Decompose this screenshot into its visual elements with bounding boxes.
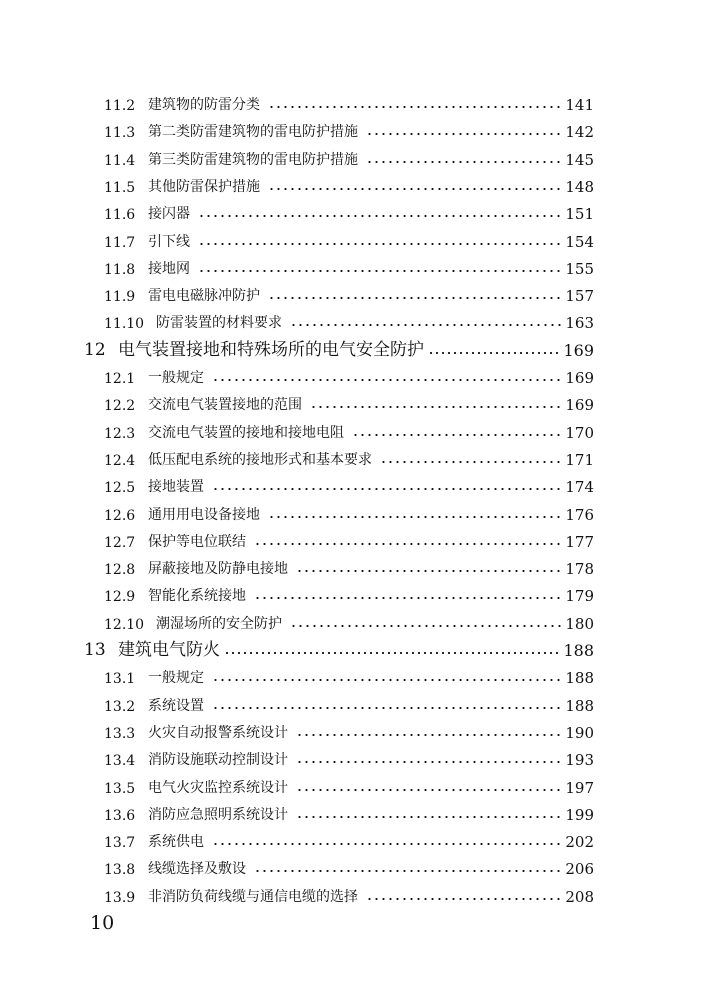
toc-entry-page: 169 bbox=[563, 341, 594, 360]
toc-section-entry[interactable] bbox=[104, 252, 594, 278]
toc-dot-leader bbox=[212, 706, 561, 710]
toc-section-entry[interactable] bbox=[104, 579, 594, 605]
toc-section-entry[interactable] bbox=[104, 279, 594, 305]
toc-entry-title: 线缆选择及敷设 bbox=[148, 861, 246, 877]
toc-entry-title: 引下线 bbox=[148, 234, 190, 250]
toc-section-entry[interactable] bbox=[104, 743, 594, 769]
toc-entry-title: 电气火灾监控系统设计 bbox=[148, 780, 288, 796]
toc-entry-page: 188 bbox=[565, 669, 594, 687]
toc-entry-number: 12.10 bbox=[104, 617, 145, 633]
toc-entry-number: 12.8 bbox=[104, 562, 136, 578]
toc-section-entry[interactable] bbox=[104, 552, 594, 578]
toc-dot-leader bbox=[310, 405, 561, 409]
toc-section-entry[interactable] bbox=[104, 852, 594, 878]
toc-entry-number: 11.2 bbox=[104, 98, 136, 114]
toc-entry-title: 系统设置 bbox=[148, 698, 204, 714]
toc-dot-leader bbox=[296, 733, 561, 737]
toc-entry-page: 148 bbox=[565, 178, 594, 196]
toc-entry-title: 屏蔽接地及防静电接地 bbox=[148, 561, 288, 577]
toc-entry-number: 13.5 bbox=[104, 781, 136, 797]
toc-entry-page: 169 bbox=[565, 369, 594, 387]
toc-entry-title: 保护等电位联结 bbox=[148, 534, 246, 550]
toc-dot-leader bbox=[212, 487, 561, 491]
toc-dot-leader bbox=[212, 842, 561, 846]
toc-entry-title: 防雷装置的材料要求 bbox=[156, 315, 282, 331]
toc-entry-page: 202 bbox=[565, 833, 594, 851]
toc-section-entry[interactable] bbox=[104, 416, 594, 442]
toc-entry-title: 潮湿场所的安全防护 bbox=[156, 616, 282, 632]
toc-entry-number: 11.3 bbox=[104, 125, 136, 141]
toc-entry-page: 169 bbox=[565, 396, 594, 414]
toc-entry-title: 建筑物的防雷分类 bbox=[148, 97, 260, 113]
toc-section-entry[interactable] bbox=[104, 306, 594, 332]
toc-entry-number: 13.8 bbox=[104, 862, 136, 878]
toc-entry-number: 11.7 bbox=[104, 235, 136, 251]
toc-dot-leader bbox=[268, 187, 561, 191]
toc-dot-leader bbox=[224, 651, 559, 655]
toc-entry-number: 11.9 bbox=[104, 289, 136, 305]
toc-entry-number: 12.1 bbox=[104, 371, 136, 387]
toc-section-entry[interactable] bbox=[104, 443, 594, 469]
toc-section-entry[interactable] bbox=[104, 825, 594, 851]
toc-dot-leader bbox=[212, 678, 561, 682]
toc-entry-page: 176 bbox=[565, 506, 594, 524]
toc-entry-number: 13.9 bbox=[104, 890, 136, 906]
toc-entry-page: 180 bbox=[565, 615, 594, 633]
toc-entry-number: 13.7 bbox=[104, 835, 136, 851]
toc-entry-title: 低压配电系统的接地形式和基本要求 bbox=[148, 452, 372, 468]
toc-entry-number: 12.7 bbox=[104, 535, 136, 551]
toc-section-entry[interactable] bbox=[104, 115, 594, 141]
toc-entry-page: 151 bbox=[565, 205, 594, 223]
toc-section-entry[interactable] bbox=[104, 88, 594, 114]
toc-dot-leader bbox=[268, 515, 561, 519]
toc-dot-leader bbox=[254, 596, 561, 600]
toc-entry-page: 193 bbox=[565, 751, 594, 769]
toc-dot-leader bbox=[268, 105, 561, 109]
toc-entry-title: 交流电气装置的接地和接地电阻 bbox=[148, 425, 344, 441]
toc-entry-page: 188 bbox=[565, 697, 594, 715]
toc-entry-number: 12.3 bbox=[104, 426, 136, 442]
toc-entry-number: 12.4 bbox=[104, 453, 136, 469]
toc-entry-number: 12.5 bbox=[104, 480, 136, 496]
toc-entry-title: 第二类防雷建筑物的雷电防护措施 bbox=[148, 124, 358, 140]
toc-dot-leader bbox=[296, 815, 561, 819]
toc-section-entry[interactable] bbox=[104, 388, 594, 414]
toc-entry-title: 一般规定 bbox=[148, 370, 204, 386]
toc-entry-number: 11.10 bbox=[104, 316, 145, 332]
toc-dot-leader bbox=[198, 214, 561, 218]
toc-dot-leader bbox=[254, 542, 561, 546]
toc-entry-page: 163 bbox=[565, 314, 594, 332]
toc-entry-page: 170 bbox=[565, 424, 594, 442]
toc-section-entry[interactable] bbox=[104, 498, 594, 524]
toc-entry-page: 178 bbox=[565, 560, 594, 578]
toc-dot-leader bbox=[366, 132, 561, 136]
toc-dot-leader bbox=[254, 869, 561, 873]
toc-dot-leader bbox=[198, 242, 561, 246]
toc-section-entry[interactable] bbox=[104, 607, 594, 633]
toc-entry-page: 208 bbox=[565, 888, 594, 906]
toc-dot-leader bbox=[352, 433, 561, 437]
toc-entry-title: 接地装置 bbox=[148, 479, 204, 495]
toc-entry-title: 一般规定 bbox=[148, 670, 204, 686]
toc-entry-number: 11.4 bbox=[104, 153, 136, 169]
toc-entry-page: 188 bbox=[563, 641, 594, 660]
toc-section-entry[interactable] bbox=[104, 661, 594, 687]
toc-dot-leader bbox=[296, 760, 561, 764]
toc-section-entry[interactable] bbox=[104, 689, 594, 715]
toc-entry-title: 消防设施联动控制设计 bbox=[148, 752, 288, 768]
toc-entry-number: 12.2 bbox=[104, 398, 136, 414]
toc-entry-title: 系统供电 bbox=[148, 834, 204, 850]
toc-dot-leader bbox=[428, 351, 559, 355]
toc-dot-leader bbox=[366, 897, 561, 901]
page-number: 10 bbox=[90, 912, 115, 934]
toc-entry-number: 13.2 bbox=[104, 699, 136, 715]
toc-chapter-entry[interactable] bbox=[84, 334, 594, 360]
toc-entry-page: 142 bbox=[565, 123, 594, 141]
toc-entry-number: 11.6 bbox=[104, 207, 136, 223]
toc-entry-page: 145 bbox=[565, 151, 594, 169]
toc-entry-page: 206 bbox=[565, 860, 594, 878]
toc-section-entry[interactable] bbox=[104, 197, 594, 223]
toc-entry-number: 13.4 bbox=[104, 753, 136, 769]
toc-entry-number: 13.1 bbox=[104, 671, 136, 687]
toc-section-entry[interactable] bbox=[104, 798, 594, 824]
toc-section-entry[interactable] bbox=[104, 470, 594, 496]
toc-entry-title: 智能化系统接地 bbox=[148, 588, 246, 604]
toc-section-entry[interactable] bbox=[104, 170, 594, 196]
toc-entry-page: 155 bbox=[565, 260, 594, 278]
toc-section-entry[interactable] bbox=[104, 143, 594, 169]
toc-entry-title: 接闪器 bbox=[148, 206, 190, 222]
toc-dot-leader bbox=[290, 323, 561, 327]
toc-dot-leader bbox=[212, 378, 561, 382]
toc-entry-page: 199 bbox=[565, 806, 594, 824]
toc-entry-title: 第三类防雷建筑物的雷电防护措施 bbox=[148, 152, 358, 168]
toc-dot-leader bbox=[366, 160, 561, 164]
toc-entry-title: 交流电气装置接地的范围 bbox=[148, 397, 302, 413]
toc-entry-page: 141 bbox=[565, 96, 594, 114]
toc-entry-page: 179 bbox=[565, 587, 594, 605]
toc-dot-leader bbox=[290, 624, 561, 628]
toc-entry-number: 13.6 bbox=[104, 808, 136, 824]
toc-section-entry[interactable] bbox=[104, 880, 594, 906]
toc-entry-page: 154 bbox=[565, 233, 594, 251]
toc-entry-title: 电气装置接地和特殊场所的电气安全防护 bbox=[118, 340, 424, 360]
toc-entry-title: 通用用电设备接地 bbox=[148, 507, 260, 523]
toc-section-entry[interactable] bbox=[104, 361, 594, 387]
toc-entry-title: 消防应急照明系统设计 bbox=[148, 807, 288, 823]
toc-entry-page: 157 bbox=[565, 287, 594, 305]
toc-section-entry[interactable] bbox=[104, 771, 594, 797]
toc-entry-title: 火灾自动报警系统设计 bbox=[148, 725, 288, 741]
toc-entry-page: 177 bbox=[565, 533, 594, 551]
toc-dot-leader bbox=[268, 296, 561, 300]
toc-entry-number: 12.6 bbox=[104, 508, 136, 524]
toc-entry-number: 13.3 bbox=[104, 726, 136, 742]
toc-section-entry[interactable] bbox=[104, 225, 594, 251]
toc-dot-leader bbox=[198, 269, 561, 273]
toc-chapter-entry[interactable] bbox=[84, 634, 594, 660]
toc-entry-page: 174 bbox=[565, 478, 594, 496]
toc-entry-title: 接地网 bbox=[148, 261, 190, 277]
toc-dot-leader bbox=[296, 788, 561, 792]
toc-entry-page: 197 bbox=[565, 779, 594, 797]
toc-entry-number: 11.5 bbox=[104, 180, 136, 196]
toc-entry-number: 11.8 bbox=[104, 262, 136, 278]
toc-entry-title: 非消防负荷线缆与通信电缆的选择 bbox=[148, 889, 358, 905]
toc-entry-page: 190 bbox=[565, 724, 594, 742]
toc-dot-leader bbox=[296, 569, 561, 573]
toc-entry-title: 其他防雷保护措施 bbox=[148, 179, 260, 195]
toc-entry-title: 建筑电气防火 bbox=[118, 640, 220, 660]
toc-entry-page: 171 bbox=[565, 451, 594, 469]
toc-dot-leader bbox=[380, 460, 561, 464]
toc-section-entry[interactable] bbox=[104, 716, 594, 742]
toc-entry-number: 13 bbox=[84, 640, 106, 660]
toc-entry-title: 雷电电磁脉冲防护 bbox=[148, 288, 260, 304]
toc-section-entry[interactable] bbox=[104, 525, 594, 551]
toc-entry-number: 12.9 bbox=[104, 589, 136, 605]
toc-entry-number: 12 bbox=[84, 340, 106, 360]
